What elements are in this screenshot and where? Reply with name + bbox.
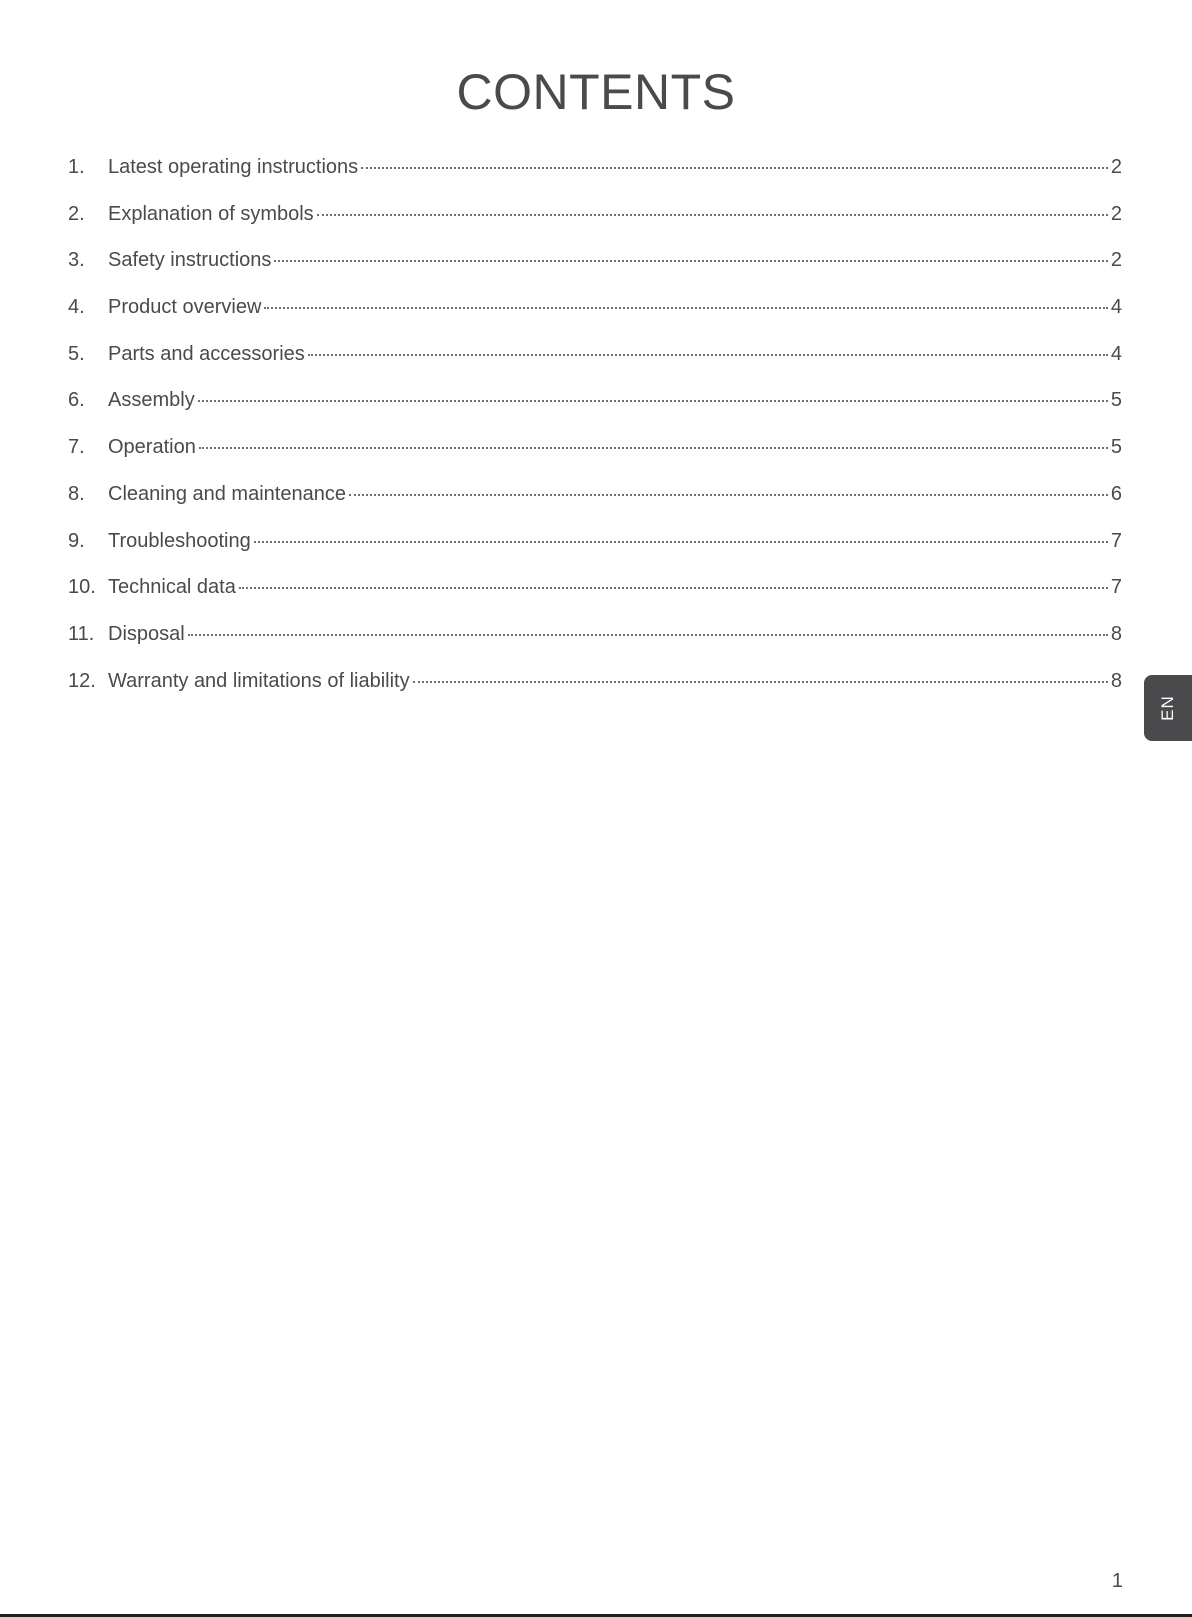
toc-dot-leader: [413, 679, 1108, 683]
toc-dot-leader: [188, 632, 1108, 636]
toc-entry-title: Latest operating instructions: [108, 156, 359, 178]
toc-dot-leader: [317, 212, 1108, 216]
toc-entry-number: 5.: [68, 342, 85, 365]
toc-entry-page: 8: [1110, 622, 1122, 645]
toc-dot-leader: [274, 258, 1107, 262]
toc-entry-number: 12.: [68, 669, 96, 692]
toc-entry-title: Parts and accessories: [108, 342, 305, 365]
toc-entry-number: 3.: [68, 249, 85, 272]
toc-dot-leader: [308, 352, 1108, 356]
language-tab-label: EN: [1158, 695, 1177, 721]
toc-entry-page: 4: [1110, 296, 1122, 319]
toc-entry-title: Troubleshooting: [108, 529, 251, 552]
toc-entry-page: 6: [1110, 482, 1122, 505]
toc-entry-page: 2: [1110, 202, 1122, 225]
toc-entry-title: Safety instructions: [108, 249, 272, 272]
toc-entry-title: Product overview: [108, 296, 262, 319]
toc-entry[interactable]: [68, 246, 1122, 293]
toc-entry-title: Disposal: [108, 622, 185, 645]
toc-entry-page: 4: [1110, 342, 1122, 365]
toc-entry[interactable]: [68, 386, 1122, 433]
toc-entry-number: 10.: [68, 576, 96, 599]
page-number: 1: [1111, 1570, 1123, 1592]
toc-entry-title: Cleaning and maintenance: [108, 482, 346, 505]
toc-entry[interactable]: [68, 573, 1122, 620]
table-of-contents: [68, 153, 1122, 713]
toc-dot-leader: [239, 585, 1108, 589]
toc-entry-number: 4.: [68, 296, 85, 319]
toc-entry-number: 8.: [68, 482, 85, 505]
toc-entry[interactable]: [68, 293, 1122, 340]
toc-entry[interactable]: [68, 153, 1122, 200]
toc-entry-page: 5: [1110, 389, 1122, 412]
toc-dot-leader: [349, 492, 1108, 496]
toc-entry-title: Warranty and limitations of liability: [108, 669, 410, 692]
toc-entry-number: 6.: [68, 389, 85, 412]
toc-entry[interactable]: [68, 340, 1122, 387]
toc-entry-title: Assembly: [108, 389, 195, 412]
toc-entry[interactable]: [68, 433, 1122, 480]
toc-dot-leader: [254, 539, 1108, 543]
language-tab[interactable]: [1144, 675, 1192, 741]
toc-entry-page: 2: [1110, 156, 1122, 178]
toc-dot-leader: [264, 305, 1107, 309]
toc-entry[interactable]: [68, 620, 1122, 667]
page-title: CONTENTS: [456, 64, 736, 120]
toc-entry-number: 1.: [68, 156, 85, 178]
toc-dot-leader: [361, 165, 1108, 169]
toc-dot-leader: [198, 398, 1108, 402]
toc-entry-page: 2: [1110, 249, 1122, 272]
toc-entry[interactable]: [68, 200, 1122, 247]
toc-entry[interactable]: [68, 480, 1122, 527]
toc-entry-title: Explanation of symbols: [108, 202, 314, 225]
toc-entry-number: 9.: [68, 529, 85, 552]
toc-entry-number: 11.: [68, 622, 95, 645]
toc-entry-page: 5: [1110, 436, 1122, 459]
toc-entry[interactable]: [68, 667, 1122, 714]
toc-entry-title: Technical data: [108, 576, 236, 599]
toc-entry[interactable]: [68, 527, 1122, 574]
toc-entry-page: 7: [1110, 529, 1122, 552]
toc-entry-title: Operation: [108, 436, 196, 459]
toc-entry-page: 8: [1110, 669, 1122, 692]
toc-entry-number: 2.: [68, 202, 85, 225]
toc-entry-page: 7: [1110, 576, 1122, 599]
toc-dot-leader: [199, 445, 1108, 449]
toc-entry-number: 7.: [68, 436, 85, 459]
